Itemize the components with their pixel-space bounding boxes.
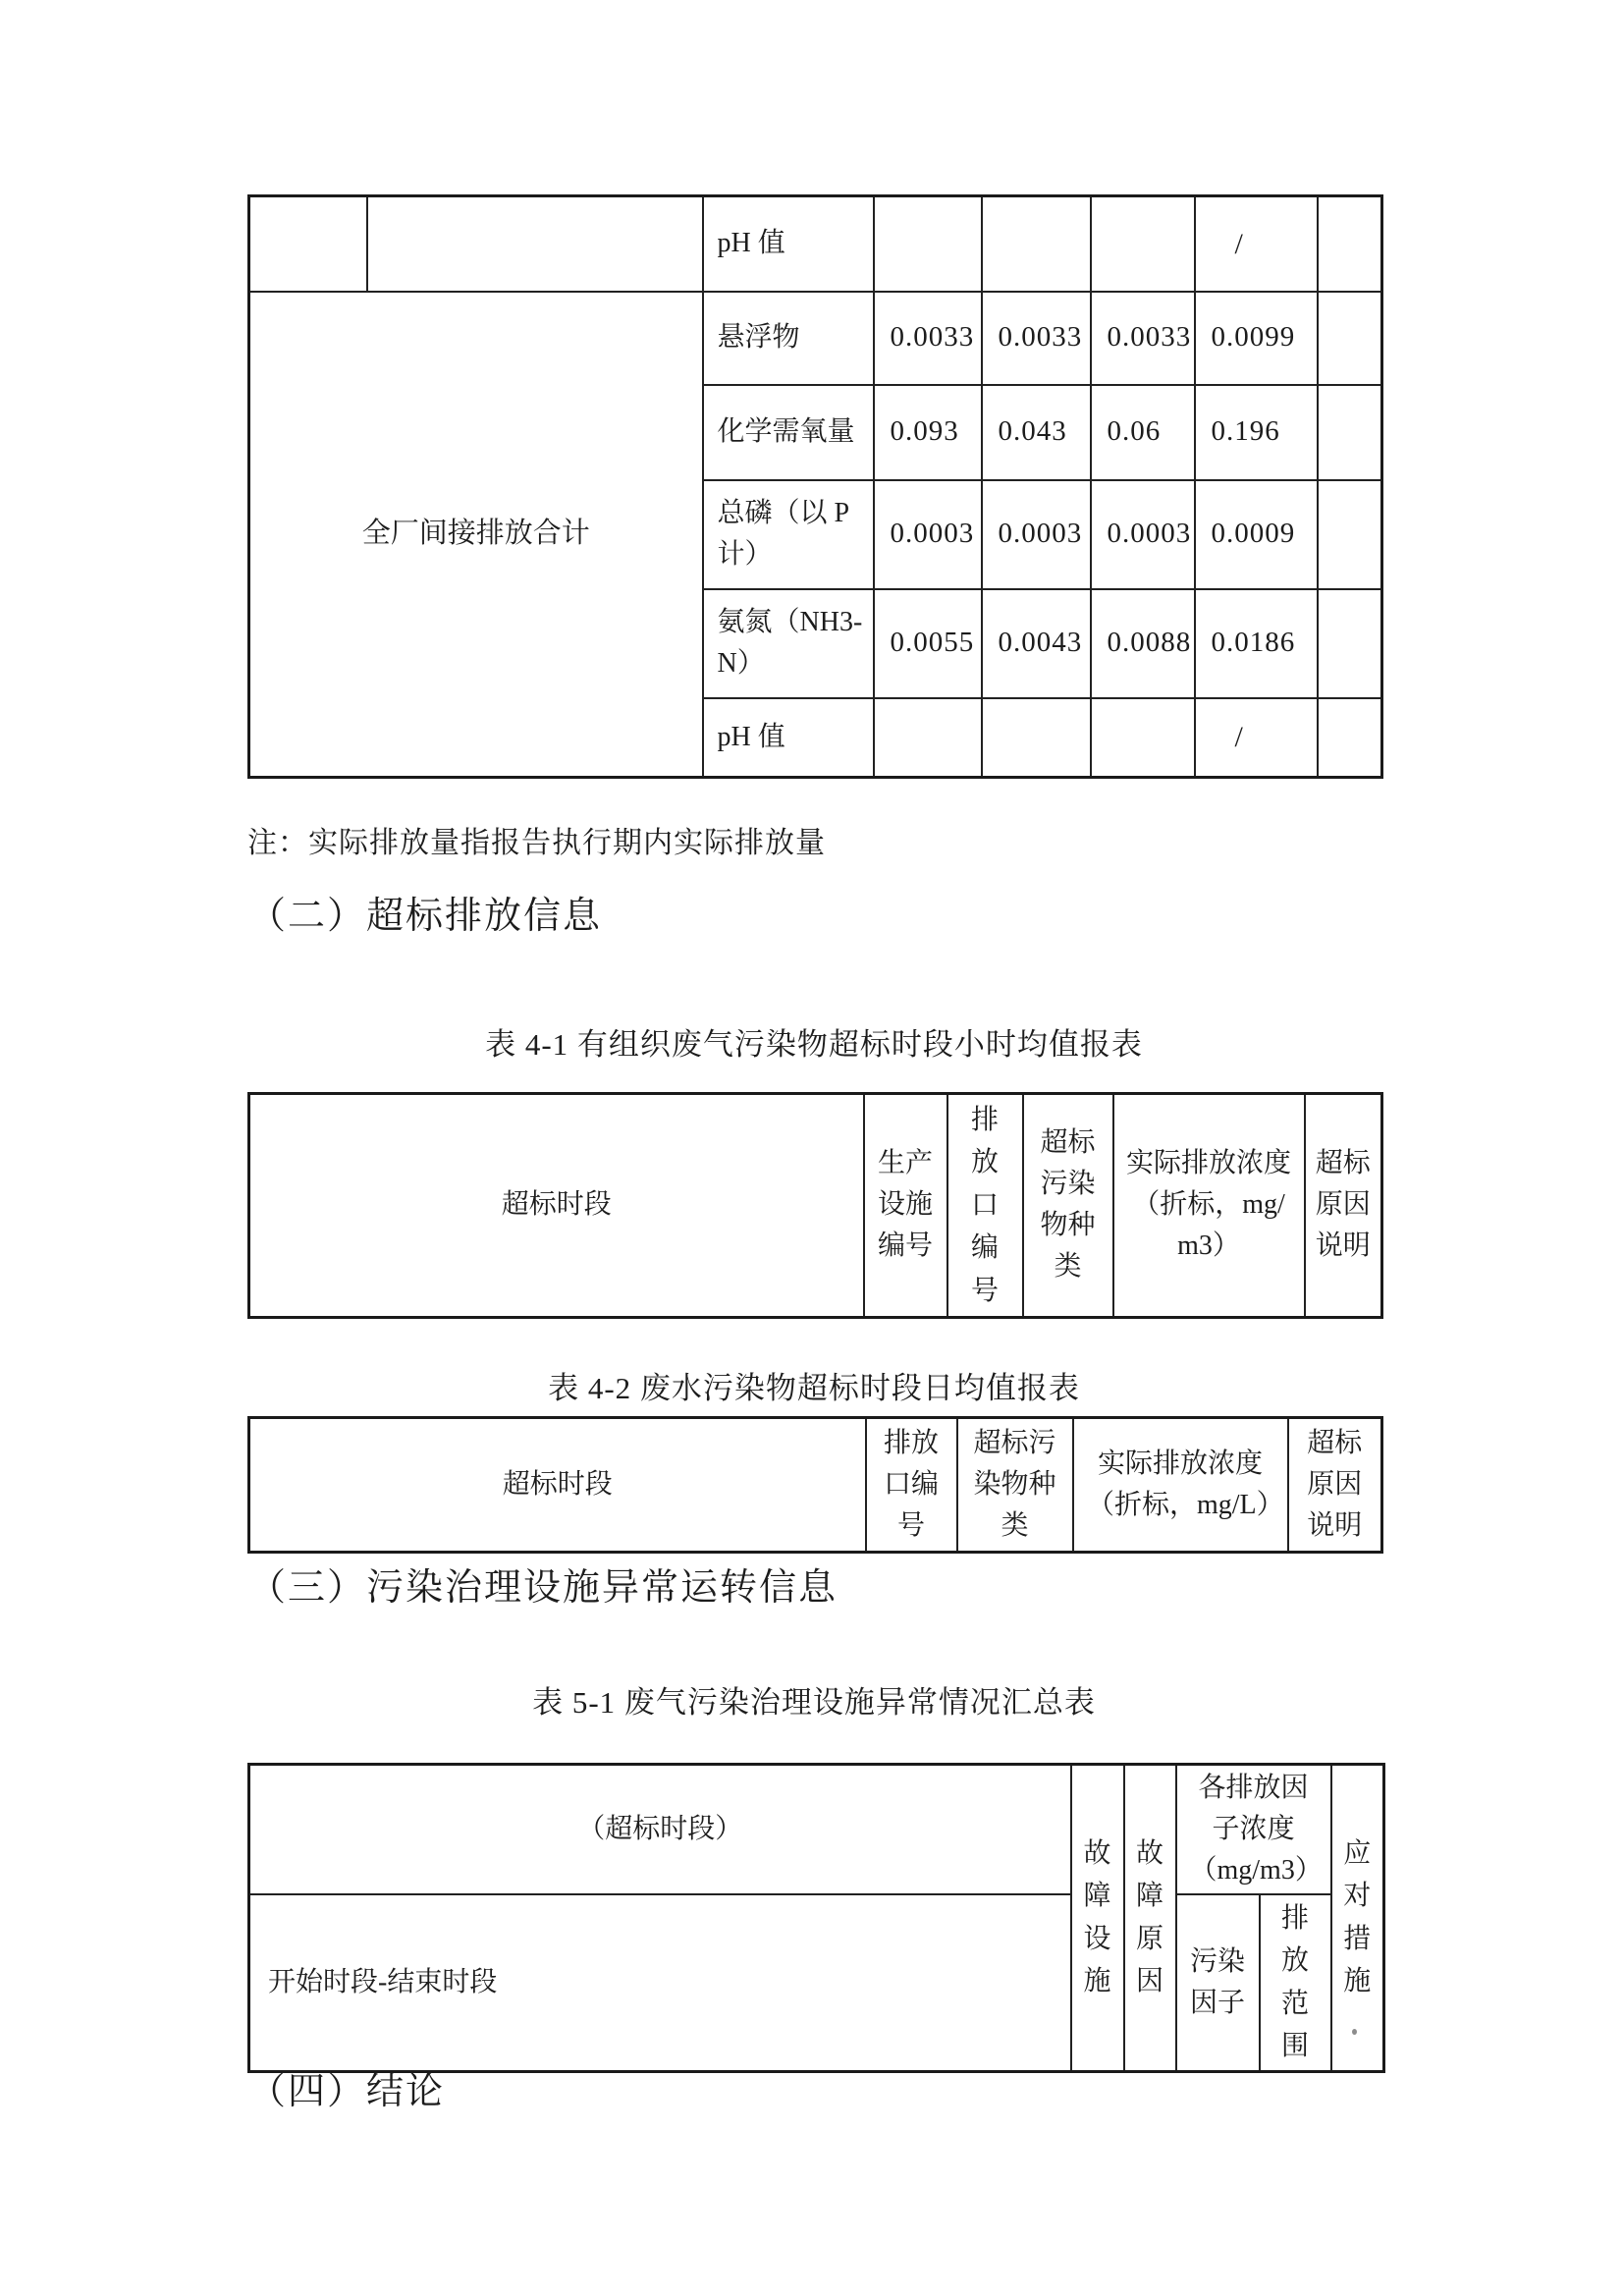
header-fault-reason bbox=[1124, 1765, 1176, 2072]
header-fault-facility bbox=[1071, 1765, 1124, 2072]
header-text: 排放口编号 bbox=[970, 1105, 999, 1306]
header-text: 应对措施 bbox=[1343, 1838, 1372, 1997]
header-text: 污染因子 bbox=[1189, 1945, 1245, 2018]
pollutant-name-cell: 氨氮（NH3-N） bbox=[703, 589, 874, 698]
header-text: 故障设施 bbox=[1083, 1838, 1111, 1997]
section-heading-2: （二）超标排放信息 bbox=[248, 896, 603, 937]
value-cell bbox=[874, 196, 982, 292]
header-pollutant-type bbox=[957, 1418, 1073, 1553]
header-text: 超标原因说明 bbox=[1315, 1148, 1371, 1262]
header-overlimit-reason bbox=[1305, 1094, 1382, 1318]
value-cell bbox=[982, 196, 1091, 292]
header-pollution-factor bbox=[1176, 1894, 1260, 2071]
value-cell: 0.0009 bbox=[1195, 480, 1318, 589]
header-text: 各排放因子浓度（mg/m3） bbox=[1189, 1773, 1323, 1886]
empty-cell bbox=[1318, 292, 1382, 385]
header-emission-factor-concentration-group bbox=[1176, 1765, 1331, 1895]
header-text: 实际排放浓度（折标，mg/L） bbox=[1087, 1449, 1284, 1520]
value-cell bbox=[982, 698, 1091, 778]
empty-cell bbox=[1318, 385, 1382, 480]
header-actual-concentration bbox=[1113, 1094, 1305, 1318]
header-overlimit-period: 超标时段 bbox=[249, 1418, 866, 1553]
pollutant-name-cell: 总磷（以 P 计） bbox=[703, 480, 874, 589]
empty-cell bbox=[249, 196, 367, 292]
value-cell: 0.0088 bbox=[1091, 589, 1195, 698]
header-text: 故障原因 bbox=[1135, 1838, 1163, 1997]
header-text: 实际排放浓度（折标，mg/m3） bbox=[1125, 1148, 1291, 1262]
header-production-facility-id bbox=[864, 1094, 947, 1318]
section-heading-3: （三）污染治理设施异常运转信息 bbox=[248, 1567, 839, 1609]
table-row bbox=[249, 292, 1382, 385]
value-cell bbox=[874, 698, 982, 778]
table-4-1-title: 表 4-1 有组织废气污染物超标时段小时均值报表 bbox=[485, 1027, 1143, 1062]
empty-cell bbox=[367, 196, 703, 292]
table-4-2-title: 表 4-2 废水污染物超标时段日均值报表 bbox=[548, 1371, 1080, 1405]
value-cell: 0.043 bbox=[982, 385, 1091, 480]
value-cell: / bbox=[1195, 698, 1318, 778]
header-text: 排放范围 bbox=[1280, 1903, 1309, 2062]
empty-cell bbox=[1318, 196, 1382, 292]
value-cell: / bbox=[1195, 196, 1318, 292]
value-cell: 0.0055 bbox=[874, 589, 982, 698]
header-outlet-id bbox=[947, 1094, 1023, 1318]
header-actual-concentration bbox=[1073, 1418, 1288, 1553]
header-text: 超标原因说明 bbox=[1307, 1428, 1363, 1541]
pollutant-name-cell: pH 值 bbox=[703, 196, 874, 292]
header-text: 超标污染物种类 bbox=[973, 1428, 1056, 1541]
value-cell: 0.0033 bbox=[1091, 292, 1195, 385]
table-row bbox=[249, 1765, 1384, 1895]
header-text: 生产设施编号 bbox=[877, 1148, 933, 1262]
header-overlimit-reason bbox=[1288, 1418, 1382, 1553]
table-row bbox=[249, 1094, 1382, 1318]
merged-total-cell: 全厂间接排放合计 bbox=[249, 292, 703, 778]
table-4-2 bbox=[247, 1416, 1383, 1554]
value-cell: 0.0033 bbox=[874, 292, 982, 385]
value-cell: 0.0003 bbox=[982, 480, 1091, 589]
header-overlimit-period: 超标时段 bbox=[249, 1094, 864, 1318]
header-response-measures bbox=[1331, 1765, 1384, 2072]
value-cell: 0.0099 bbox=[1195, 292, 1318, 385]
value-cell: 0.0003 bbox=[874, 480, 982, 589]
table-note: 注：实际排放量指报告执行期内实际排放量 bbox=[247, 827, 826, 859]
scan-speck bbox=[1352, 2029, 1357, 2035]
header-outlet-id bbox=[866, 1418, 957, 1553]
table-row bbox=[249, 1894, 1384, 2071]
pollutant-name-cell: 悬浮物 bbox=[703, 292, 874, 385]
value-cell: 0.0043 bbox=[982, 589, 1091, 698]
value-cell: 0.0033 bbox=[982, 292, 1091, 385]
empty-cell bbox=[1318, 480, 1382, 589]
value-cell: 0.0186 bbox=[1195, 589, 1318, 698]
value-cell: 0.06 bbox=[1091, 385, 1195, 480]
value-cell bbox=[1091, 698, 1195, 778]
table-4-1 bbox=[247, 1092, 1383, 1319]
header-start-end-period: 开始时段-结束时段 bbox=[249, 1894, 1071, 2071]
table-row bbox=[249, 196, 1382, 292]
pollutant-name-cell: 化学需氧量 bbox=[703, 385, 874, 480]
value-cell: 0.0003 bbox=[1091, 480, 1195, 589]
header-emission-range bbox=[1260, 1894, 1331, 2071]
table-row bbox=[249, 1418, 1382, 1553]
value-cell: 0.093 bbox=[874, 385, 982, 480]
header-text: 排放口编号 bbox=[883, 1428, 939, 1541]
table-5-1-title: 表 5-1 废气污染治理设施异常情况汇总表 bbox=[532, 1685, 1096, 1720]
pollutant-name-cell: pH 值 bbox=[703, 698, 874, 778]
plant-total-discharge-table bbox=[247, 194, 1383, 779]
empty-cell bbox=[1318, 589, 1382, 698]
value-cell bbox=[1091, 196, 1195, 292]
header-text: 超标污染物种类 bbox=[1040, 1127, 1096, 1283]
value-cell: 0.196 bbox=[1195, 385, 1318, 480]
header-overlimit-period-parenthesized: （超标时段） bbox=[249, 1765, 1071, 1895]
header-pollutant-type bbox=[1023, 1094, 1113, 1318]
section-heading-4: （四）结论 bbox=[248, 2071, 446, 2112]
empty-cell bbox=[1318, 698, 1382, 778]
table-5-1 bbox=[247, 1763, 1385, 2073]
